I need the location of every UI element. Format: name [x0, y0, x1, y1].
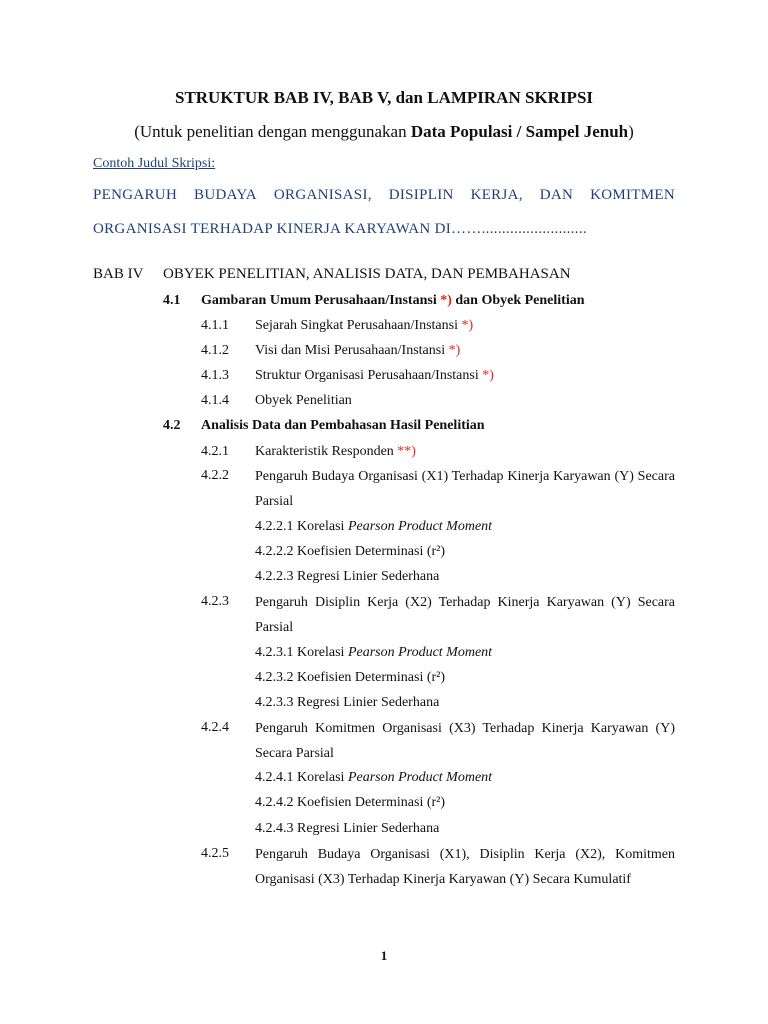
subsection-title — [255, 444, 416, 460]
footnote-mark: *) — [448, 343, 461, 358]
subsubsection: 4.2.4.3 Regresi Linier Sederhana — [255, 821, 440, 836]
subsubsection-italic: Pearson Product Moment — [347, 645, 493, 660]
subsection-title: Pengaruh Disiplin Kerja (X2) Terhadap Kinerja Karyawan (Y) Secara Parsial — [255, 595, 675, 635]
footnote-mark: *) — [461, 318, 474, 333]
footnote-mark: *) — [482, 368, 494, 383]
example-title-line-2: ORGANISASI TERHADAP KINERJA KARYAWAN DI…….......................... — [93, 221, 587, 237]
subsubsection-italic: Pearson Product Moment — [347, 770, 493, 785]
document-title: STRUKTUR BAB IV, BAB V, dan LAMPIRAN SKRIPSI — [174, 88, 594, 107]
example-title-word: KOMITMEN — [590, 187, 675, 203]
subsubsection-text: 4.2.3.1 Korelasi — [255, 645, 348, 660]
subsection-text: Struktur Organisasi Perusahaan/Instansi — [255, 368, 483, 383]
chapter-title: OBYEK PENELITIAN, ANALISIS DATA, DAN PEMBAHASAN — [163, 266, 571, 282]
example-title-word: DAN — [539, 187, 574, 203]
example-title-word: DISIPLIN — [388, 187, 454, 203]
subsubsection-text: 4.2.4.1 Korelasi — [255, 770, 348, 785]
example-title-word: PENGARUH — [93, 187, 178, 203]
example-title-word: BUDAYA — [194, 187, 257, 203]
subsection-title: Pengaruh Komitmen Organisasi (X3) Terhadap Kinerja Karyawan (Y) Secara Parsial — [255, 721, 675, 761]
section-number: 4.1 — [163, 293, 181, 308]
subsection-title — [255, 343, 460, 359]
subtitle-bold-text: Data Populasi / Sampel Jenuh — [410, 122, 629, 141]
document-subtitle — [0, 122, 768, 142]
subsection-number: 4.2.1 — [201, 444, 229, 459]
section-number: 4.2 — [163, 418, 181, 433]
subsection-title: Obyek Penelitian — [255, 393, 352, 408]
subsubsection: 4.2.2.2 Koefisien Determinasi (r²) — [255, 544, 446, 559]
example-label: Contoh Judul Skripsi: — [93, 156, 216, 171]
section-title-text: Gambaran Umum Perusahaan/Instansi — [201, 293, 441, 308]
subsubsection: 4.2.2.3 Regresi Linier Sederhana — [255, 569, 440, 584]
example-title-line-1 — [93, 187, 675, 204]
subsubsection: 4.2.4.2 Koefisien Determinasi (r²) — [255, 795, 446, 810]
footnote-mark: **) — [397, 444, 416, 459]
subsubsection-text: 4.2.2.1 Korelasi — [255, 519, 348, 534]
section-title-text: dan Obyek Penelitian — [451, 293, 585, 308]
subsection-title: Pengaruh Budaya Organisasi (X1), Disiplin Kerja (X2), Komitmen Organisasi (X3) Terhadap Kinerja Karyawan (Y) Secara Kumulatif — [255, 847, 675, 887]
subsection-number: 4.1.1 — [201, 318, 229, 333]
subsection-number: 4.2.5 — [201, 846, 229, 861]
subsubsection — [255, 770, 492, 786]
subsubsection — [255, 645, 492, 661]
subsection-number: 4.2.4 — [201, 720, 229, 735]
subsection-number: 4.2.3 — [201, 594, 229, 609]
example-title-word: KERJA, — [470, 187, 523, 203]
subtitle-text: (Untuk penelitian dengan menggunakan — [134, 122, 411, 141]
subsubsection: 4.2.3.2 Koefisien Determinasi (r²) — [255, 670, 446, 685]
subsection-number: 4.2.2 — [201, 468, 229, 483]
chapter-number: BAB IV — [93, 266, 144, 282]
subsection-title — [255, 368, 494, 384]
page-number: 1 — [380, 948, 388, 963]
subsubsection — [255, 519, 492, 535]
subtitle-close: ) — [628, 122, 634, 141]
example-title-word: ORGANISASI, — [273, 187, 372, 203]
subsubsection: 4.2.3.3 Regresi Linier Sederhana — [255, 695, 440, 710]
subsection-text: Visi dan Misi Perusahaan/Instansi — [255, 343, 449, 358]
subsection-number: 4.1.4 — [201, 393, 229, 408]
footnote-mark: *) — [440, 293, 452, 308]
section-title: Analisis Data dan Pembahasan Hasil Penelitian — [201, 418, 485, 433]
subsubsection-italic: Pearson Product Moment — [347, 519, 493, 534]
subsection-number: 4.1.3 — [201, 368, 229, 383]
subsection-title: Pengaruh Budaya Organisasi (X1) Terhadap Kinerja Karyawan (Y) Secara Parsial — [255, 469, 675, 509]
subsection-title — [255, 318, 473, 334]
subsection-text: Sejarah Singkat Perusahaan/Instansi — [255, 318, 462, 333]
section-title — [201, 293, 585, 309]
subsection-number: 4.1.2 — [201, 343, 229, 358]
subsection-text: Karakteristik Responden — [255, 444, 398, 459]
